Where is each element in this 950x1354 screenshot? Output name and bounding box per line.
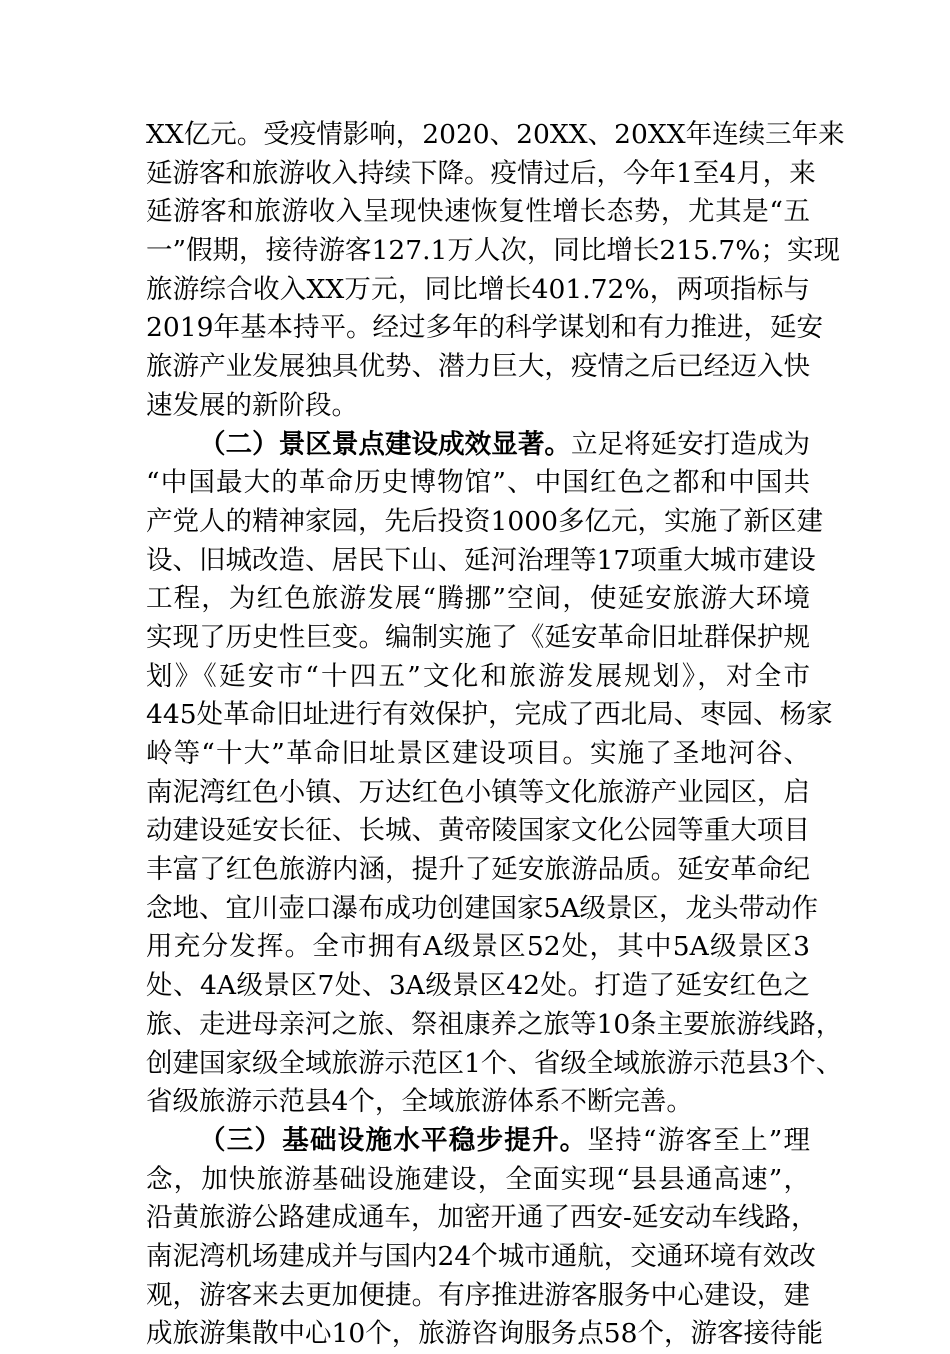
text-line: 南泥湾红色小镇、万达红色小镇等文化旅游产业园区，启 — [146, 776, 810, 808]
text-line: 创建国家级全域旅游示范区1个、省级全域旅游示范县3个、 — [146, 1047, 843, 1079]
text-line: 延游客和旅游收入持续下降。疫情过后，今年1至4月，来 — [146, 157, 816, 189]
document-body — [146, 116, 845, 1354]
text-line: 速发展的新阶段。 — [146, 389, 358, 421]
text-run: 立足将延安打造成为 — [570, 428, 811, 460]
text-line: 念地、宜川壶口瀑布成功创建国家5A级景区，龙头带动作 — [146, 892, 818, 924]
text-line: 工程，为红色旅游发展“腾挪”空间，使延安旅游大环境 — [146, 583, 810, 615]
text-line: 南泥湾机场建成并与国内24个城市通航，交通环境有效改 — [146, 1240, 816, 1272]
paragraph-first-line — [146, 426, 810, 465]
text-line: “中国最大的革命历史博物馆”、中国红色之都和中国共 — [146, 467, 810, 499]
text-line: 产党人的精神家园，先后投资1000多亿元，实施了新区建 — [146, 505, 823, 537]
text-line: 旅游综合收入XX万元，同比增长401.72%，两项指标与 — [146, 273, 810, 305]
text-line: 省级旅游示范县4个，全域旅游体系不断完善。 — [146, 1086, 693, 1118]
section-heading: （三）基础设施水平稳步提升。 — [199, 1124, 588, 1156]
paragraph-first-line — [146, 1122, 810, 1161]
text-line: 沿黄旅游公路建成通车，加密开通了西安-延安动车线路， — [146, 1202, 818, 1234]
text-line: 划》《延安市“十四五”文化和旅游发展规划》，对全市 — [146, 660, 810, 692]
text-line: 观，游客来去更加便捷。有序推进游客服务中心建设，建 — [146, 1279, 810, 1311]
text-line: 延游客和旅游收入呈现快速恢复性增长态势，尤其是“五 — [146, 196, 810, 228]
text-line: 实现了历史性巨变。编制实施了《延安革命旧址群保护规 — [146, 621, 810, 653]
text-line: 一”假期，接待游客127.1万人次，同比增长215.7%；实现 — [146, 235, 840, 267]
text-line: 处、4A级景区7处、3A级景区42处。打造了延安红色之 — [146, 970, 810, 1002]
text-line: 丰富了红色旅游内涵，提升了延安旅游品质。延安革命纪 — [146, 854, 810, 886]
paragraph-tourism-income — [146, 116, 845, 426]
paragraph-scenic-spots — [146, 426, 843, 1122]
text-line: XX亿元。受疫情影响，2020、20XX、20XX年连续三年来 — [146, 119, 845, 150]
text-line: 念，加快旅游基础设施建设，全面实现“县县通高速”， — [146, 1163, 810, 1195]
text-line: 旅、走进母亲河之旅、祭祖康养之旅等10条主要旅游线路， — [146, 1008, 843, 1040]
section-heading: （二）景区景点建设成效显著。 — [199, 428, 571, 460]
paragraph-infrastructure — [146, 1122, 823, 1354]
text-line: 成旅游集散中心10个，旅游咨询服务点58个，游客接待能 — [146, 1318, 823, 1350]
text-line: 用充分发挥。全市拥有A级景区52处，其中5A级景区3 — [146, 931, 810, 963]
text-line: 设、旧城改造、居民下山、延河治理等17项重大城市建设 — [146, 544, 816, 576]
text-run: 坚持“游客至上”理 — [587, 1124, 810, 1156]
text-line: 2019年基本持平。经过多年的科学谋划和有力推进，延安 — [146, 312, 823, 344]
text-line: 旅游产业发展独具优势、潜力巨大，疫情之后已经迈入快 — [146, 351, 810, 383]
text-line: 岭等“十大”革命旧址景区建设项目。实施了圣地河谷、 — [146, 738, 810, 769]
text-line: 动建设延安长征、长城、黄帝陵国家文化公园等重大项目 — [146, 815, 810, 847]
text-line: 445处革命旧址进行有效保护，完成了西北局、枣园、杨家 — [146, 699, 833, 731]
